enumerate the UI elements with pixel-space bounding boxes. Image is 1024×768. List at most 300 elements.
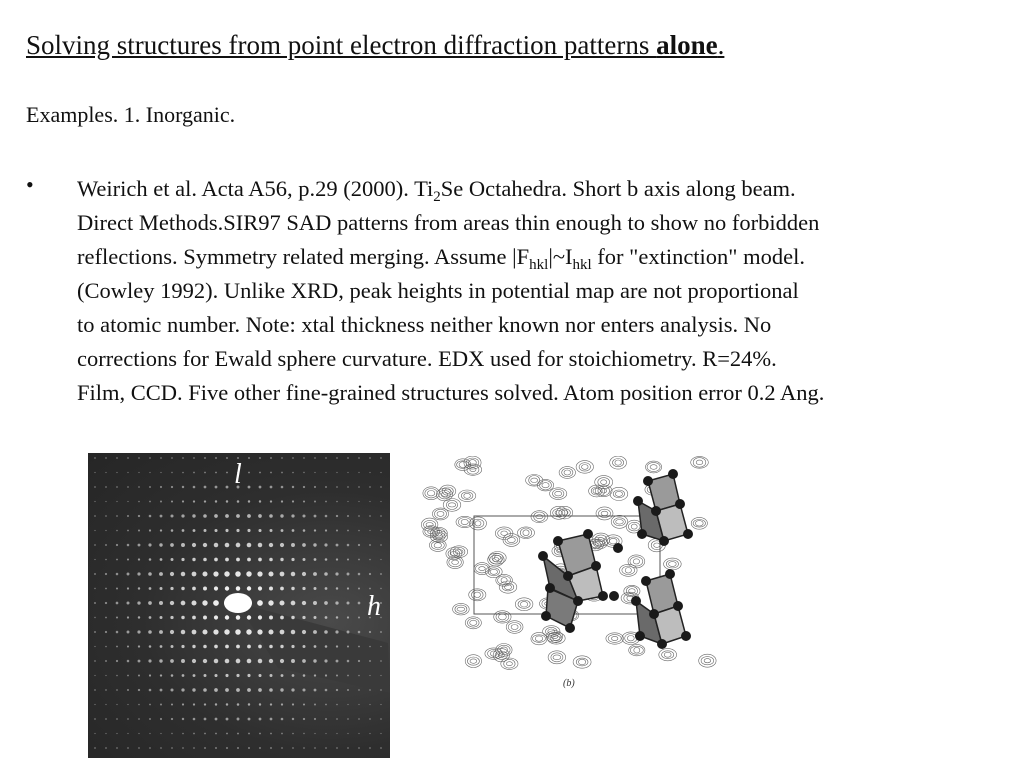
diffraction-spot	[380, 747, 382, 749]
diffraction-spot	[148, 659, 151, 662]
diffraction-spot	[171, 558, 174, 561]
diffraction-spot	[314, 457, 316, 459]
diffraction-spot	[358, 515, 360, 517]
diffraction-spot	[247, 558, 251, 562]
diffraction-spot	[358, 544, 360, 546]
diffraction-spot	[280, 645, 283, 648]
diffraction-spot	[138, 530, 140, 532]
diffraction-spot	[280, 572, 285, 577]
diffraction-spot	[170, 659, 174, 663]
diffraction-spot	[235, 629, 241, 635]
diffraction-spot	[105, 646, 107, 648]
diffraction-spot	[280, 543, 284, 547]
diffraction-spot	[347, 616, 349, 618]
diffraction-spot	[336, 616, 338, 618]
contour-ring	[432, 508, 448, 520]
paragraph-line-7: Film, CCD. Five other fine-grained structures solved. Atom position error 0.2 Ang.	[77, 380, 825, 405]
diffraction-spot	[269, 558, 273, 562]
diffraction-spot	[127, 704, 128, 705]
diffraction-spot	[215, 500, 217, 502]
diffraction-spot	[258, 529, 261, 532]
diffraction-spot	[116, 646, 118, 648]
diffraction-spot	[302, 514, 305, 517]
diffraction-spot	[225, 659, 230, 664]
diffraction-spot	[138, 733, 139, 734]
diffraction-spot	[369, 472, 370, 473]
contour-ring	[704, 659, 711, 663]
diffraction-spot	[160, 529, 162, 531]
diffraction-spot	[325, 587, 328, 590]
line-1-text-a: Weirich et al. Acta A56, p.29 (2000). Ti	[77, 176, 434, 201]
diffraction-spot	[236, 645, 240, 649]
diffraction-spot	[127, 675, 129, 677]
diffraction-spot	[182, 457, 184, 459]
diffraction-spot	[116, 689, 118, 691]
contour-ring	[455, 605, 467, 613]
diffraction-spot	[138, 558, 140, 560]
diffraction-spot	[281, 733, 283, 735]
diffraction-spot	[116, 515, 118, 517]
diffraction-spot	[336, 486, 338, 488]
diffraction-spot	[380, 704, 381, 705]
diffraction-spot	[215, 747, 217, 749]
contour-ring	[693, 458, 706, 468]
diffraction-spot	[105, 472, 106, 473]
contour-ring	[424, 520, 436, 528]
diffraction-spot	[116, 501, 117, 502]
diffraction-spot	[149, 457, 151, 459]
diffraction-spot	[160, 587, 163, 590]
diffraction-spot	[213, 600, 219, 606]
diffraction-spot	[303, 472, 304, 473]
diffraction-spot	[259, 747, 261, 749]
diffraction-spot	[369, 501, 370, 502]
diffraction-spot	[160, 486, 162, 488]
diffraction-spot	[171, 718, 173, 720]
diffraction-spot	[94, 573, 96, 575]
diffraction-spot	[193, 674, 196, 677]
diffraction-spot	[358, 689, 360, 691]
diffraction-spot	[336, 660, 339, 663]
diffraction-spot	[358, 747, 360, 749]
contour-ring	[467, 657, 479, 665]
line-3-text-b: |~I	[548, 244, 573, 269]
diffraction-spot	[192, 630, 197, 635]
diffraction-spot	[138, 486, 140, 488]
contour-ring	[601, 511, 608, 515]
diffraction-spot	[292, 747, 294, 749]
diffraction-spot	[116, 718, 118, 720]
diffraction-spot	[191, 600, 196, 605]
diffraction-spot	[94, 631, 96, 633]
diffraction-spot	[116, 704, 117, 705]
atom-marker	[637, 529, 647, 539]
diffraction-spot	[94, 718, 96, 720]
diffraction-spot	[170, 587, 173, 590]
diffraction-spot	[302, 616, 305, 619]
diffraction-spot	[380, 733, 381, 734]
diffraction-spot	[170, 630, 174, 634]
contour-ring	[435, 509, 447, 518]
diffraction-spot	[171, 472, 172, 473]
contour-ring	[501, 658, 518, 669]
diffraction-spot	[247, 674, 250, 677]
diffraction-spots	[88, 453, 390, 758]
diffraction-spot	[302, 630, 306, 634]
line-3-subscript-2: hkl	[572, 257, 592, 273]
diffraction-spot	[116, 530, 118, 532]
atom-marker	[673, 601, 683, 611]
diffraction-spot	[258, 558, 262, 562]
diffraction-spot	[314, 747, 316, 749]
diffraction-spot	[192, 587, 196, 591]
diffraction-spot	[303, 529, 306, 532]
diffraction-spot	[248, 457, 250, 459]
diffraction-spot	[225, 558, 229, 562]
diffraction-spot	[182, 733, 184, 735]
diffraction-spot	[369, 631, 371, 633]
diffraction-spot	[380, 631, 382, 633]
diffraction-spot	[380, 646, 381, 647]
diffraction-spot	[270, 500, 272, 502]
title-main: Solving structures from point electron diffraction patterns	[26, 30, 657, 60]
atom-marker	[681, 631, 691, 641]
atom-marker	[643, 476, 653, 486]
diffraction-spot	[236, 514, 240, 518]
diffraction-spot	[116, 457, 118, 459]
diffraction-spot	[193, 529, 196, 532]
potential-map-image	[418, 456, 720, 670]
contour-ring	[531, 632, 547, 644]
diffraction-spot	[268, 600, 273, 605]
diffraction-spot	[127, 558, 129, 560]
diffraction-spot	[292, 674, 295, 677]
diffraction-spot	[269, 645, 273, 649]
diffraction-spot	[358, 602, 361, 605]
diffraction-spot	[170, 543, 174, 547]
diffraction-spot	[358, 631, 361, 634]
diffraction-spot	[380, 689, 382, 691]
diffraction-spot	[182, 529, 185, 532]
diffraction-spot	[325, 689, 328, 692]
diffraction-spot	[182, 500, 184, 502]
diffraction-spot	[380, 544, 382, 546]
diffraction-spot	[259, 457, 261, 459]
diffraction-spot	[160, 501, 162, 503]
diffraction-spot	[369, 515, 371, 517]
contour-ring	[449, 558, 462, 567]
diffraction-spot	[137, 572, 140, 575]
line-3-text-c: for "extinction" model.	[591, 244, 805, 269]
diffraction-spot	[215, 703, 217, 705]
diffraction-spot	[369, 733, 370, 734]
diffraction-spot	[358, 457, 360, 459]
diffraction-pattern-image	[88, 453, 390, 758]
contour-ring	[650, 465, 657, 470]
diffraction-spot	[116, 588, 118, 590]
diffraction-spot	[116, 617, 118, 619]
title-end: .	[717, 30, 725, 60]
slide-title	[26, 30, 724, 61]
diffraction-spot	[225, 529, 228, 532]
diffraction-spot	[236, 586, 240, 590]
diffraction-spot	[336, 472, 337, 473]
diffraction-spot	[380, 675, 381, 676]
diffraction-spot	[181, 659, 185, 663]
contour-ring	[553, 489, 564, 498]
contour-ring	[695, 521, 703, 526]
diffraction-spot	[258, 688, 262, 692]
diffraction-spot	[248, 718, 251, 721]
diffraction-spot	[202, 629, 207, 634]
diffraction-spot	[94, 472, 95, 473]
diffraction-spot	[116, 544, 118, 546]
contour-ring	[529, 476, 540, 486]
diffraction-spot	[149, 486, 151, 488]
diffraction-spot	[148, 543, 151, 546]
diffraction-spot	[358, 733, 359, 734]
diffraction-spot	[137, 601, 140, 604]
diffraction-spot	[138, 660, 141, 663]
diffraction-spot	[149, 689, 152, 692]
diffraction-spot	[215, 733, 217, 735]
diffraction-spot	[270, 733, 272, 735]
diffraction-spot	[303, 703, 305, 705]
diffraction-spot	[226, 472, 228, 474]
diffraction-spot	[236, 674, 239, 677]
diffraction-spot	[193, 747, 195, 749]
diffraction-spot	[269, 616, 273, 620]
diffraction-spot	[302, 587, 305, 590]
diffraction-spot	[280, 659, 284, 663]
contour-ring	[523, 530, 529, 536]
diffraction-spot	[192, 688, 195, 691]
diffraction-spot	[247, 615, 251, 619]
diffraction-spot	[258, 586, 262, 590]
contour-ring	[564, 470, 571, 475]
contour-ring	[427, 491, 434, 496]
diffraction-spot	[193, 457, 195, 459]
diffraction-spot	[160, 674, 162, 676]
diffraction-spot	[127, 472, 128, 473]
diffraction-spot	[314, 704, 316, 706]
diffraction-spot	[325, 558, 328, 561]
diffraction-spot	[204, 529, 207, 532]
diffraction-spot	[258, 514, 262, 518]
diffraction-spot	[314, 486, 316, 488]
diffraction-spot	[225, 645, 229, 649]
diffraction-spot	[324, 601, 328, 605]
contour-ring	[531, 478, 538, 482]
diffraction-spot	[105, 617, 107, 619]
diffraction-spot	[291, 659, 295, 663]
diffraction-spot	[94, 457, 96, 459]
contour-ring	[526, 475, 543, 487]
diffraction-spot	[269, 688, 273, 692]
diffraction-spot	[204, 457, 206, 459]
diffraction-spot	[159, 630, 163, 634]
diffraction-spot	[226, 486, 229, 489]
contour-ring	[601, 480, 607, 485]
diffraction-spot	[292, 529, 295, 532]
diffraction-spot	[149, 501, 151, 503]
diffraction-spot	[258, 645, 262, 649]
diffraction-spot	[270, 747, 272, 749]
diffraction-spot	[257, 629, 262, 634]
diffraction-spot	[160, 472, 161, 473]
contour-ring	[609, 538, 617, 544]
diffraction-spot	[335, 630, 338, 633]
diffraction-spot	[127, 616, 129, 618]
diffraction-spot	[160, 733, 161, 734]
diffraction-spot	[292, 486, 294, 488]
central-beam	[224, 593, 252, 613]
diffraction-spot	[182, 472, 184, 474]
diffraction-spot	[246, 629, 251, 634]
line-1-subscript: 2	[433, 189, 441, 205]
contour-ring	[626, 586, 637, 595]
diffraction-spot	[105, 486, 107, 488]
contour-ring	[666, 560, 678, 568]
diffraction-spot	[336, 689, 338, 691]
diffraction-spot	[204, 674, 207, 677]
diffraction-spot	[138, 515, 140, 517]
contour-ring	[629, 589, 636, 594]
contour-ring	[470, 620, 477, 625]
diffraction-spot	[324, 630, 328, 634]
diffraction-spot	[369, 486, 371, 488]
diffraction-spot	[303, 486, 305, 488]
diffraction-spot	[303, 733, 304, 734]
contour-ring	[437, 511, 444, 516]
diffraction-spot	[324, 659, 327, 662]
contour-ring	[664, 652, 671, 657]
diffraction-spot	[127, 587, 129, 589]
diffraction-spot	[380, 515, 382, 517]
examples-heading: Examples. 1. Inorganic.	[26, 102, 236, 127]
diffraction-spot	[303, 674, 306, 677]
atom-marker	[563, 571, 573, 581]
diffraction-spot	[268, 571, 273, 576]
diffraction-spot	[116, 733, 117, 734]
diffraction-spot	[314, 501, 316, 503]
diffraction-spot	[258, 674, 261, 677]
diffraction-spot	[303, 747, 305, 749]
diffraction-spot	[358, 617, 360, 619]
diffraction-spot	[324, 572, 328, 576]
diffraction-spot	[258, 543, 263, 548]
atom-marker	[683, 529, 693, 539]
contour-ring	[631, 524, 637, 529]
diffraction-spot	[291, 572, 295, 576]
paragraph-line-5: to atomic number. Note: xtal thickness neither known nor enters analysis. No	[77, 312, 772, 337]
diffraction-spot	[138, 718, 140, 720]
diffraction-spot	[159, 659, 162, 662]
diffraction-spot	[226, 747, 228, 749]
diffraction-spot	[259, 500, 261, 502]
diffraction-spot	[325, 501, 327, 503]
diffraction-spot	[224, 571, 229, 576]
diffraction-spot	[138, 501, 140, 503]
contour-ring	[464, 493, 471, 498]
atom-marker	[659, 536, 669, 546]
diffraction-spot	[302, 543, 306, 547]
diffraction-spot	[336, 501, 338, 503]
diffraction-spot	[105, 675, 106, 676]
diffraction-spot	[116, 631, 119, 634]
diffraction-spot	[116, 675, 118, 677]
atom-marker	[565, 623, 575, 633]
atom-marker	[609, 591, 619, 601]
diffraction-spot	[213, 571, 218, 576]
diffraction-spot	[268, 629, 273, 634]
diffraction-spot	[225, 586, 229, 590]
diffraction-spot	[369, 544, 371, 546]
diffraction-spot	[138, 472, 139, 473]
diffraction-spot	[314, 733, 315, 734]
contour-ring	[499, 614, 507, 620]
diffraction-spot	[105, 602, 107, 604]
diffraction-spot	[127, 544, 130, 547]
atom-marker	[538, 551, 548, 561]
diffraction-spot	[291, 514, 294, 517]
diffraction-spot	[138, 645, 140, 647]
diffraction-spot	[358, 472, 359, 473]
contour-ring	[470, 659, 477, 663]
diffraction-spot	[270, 674, 273, 677]
diffraction-spot	[94, 660, 96, 662]
diffraction-spot	[204, 500, 206, 502]
contour-ring	[633, 559, 639, 564]
diffraction-spot	[116, 472, 117, 473]
diffraction-spot	[314, 587, 317, 590]
figure-caption-b: (b)	[563, 678, 575, 689]
atom-marker	[583, 529, 593, 539]
diffraction-spot	[325, 486, 327, 488]
diffraction-spot	[336, 675, 338, 677]
diffraction-spot	[105, 457, 107, 459]
contour-ring	[628, 522, 640, 531]
atom-marker	[541, 611, 551, 621]
diffraction-spot	[237, 733, 239, 735]
diffraction-spot	[214, 543, 219, 548]
diffraction-spot	[269, 514, 273, 518]
diffraction-spot	[347, 587, 349, 589]
atom-marker	[613, 543, 623, 553]
diffraction-spot	[280, 558, 283, 561]
contour-ring	[457, 607, 465, 611]
contour-ring	[534, 512, 545, 521]
diffraction-spot	[149, 587, 152, 590]
diffraction-spot	[193, 703, 195, 705]
diffraction-spot	[292, 718, 294, 720]
contour-ring	[625, 568, 631, 574]
atom-marker	[598, 591, 608, 601]
contour-ring	[634, 647, 640, 653]
axis-label-h: h	[367, 591, 381, 622]
diffraction-spot	[214, 558, 218, 562]
diffraction-spot	[171, 486, 173, 488]
diffraction-spot	[259, 718, 262, 721]
diffraction-spot	[302, 572, 306, 576]
diffraction-spot	[302, 601, 306, 605]
diffraction-spot	[149, 674, 151, 676]
diffraction-spot	[203, 688, 207, 692]
diffraction-spot	[181, 616, 184, 619]
contour-ring	[458, 518, 471, 527]
diffraction-spot	[336, 457, 338, 459]
diffraction-spot	[105, 718, 107, 720]
